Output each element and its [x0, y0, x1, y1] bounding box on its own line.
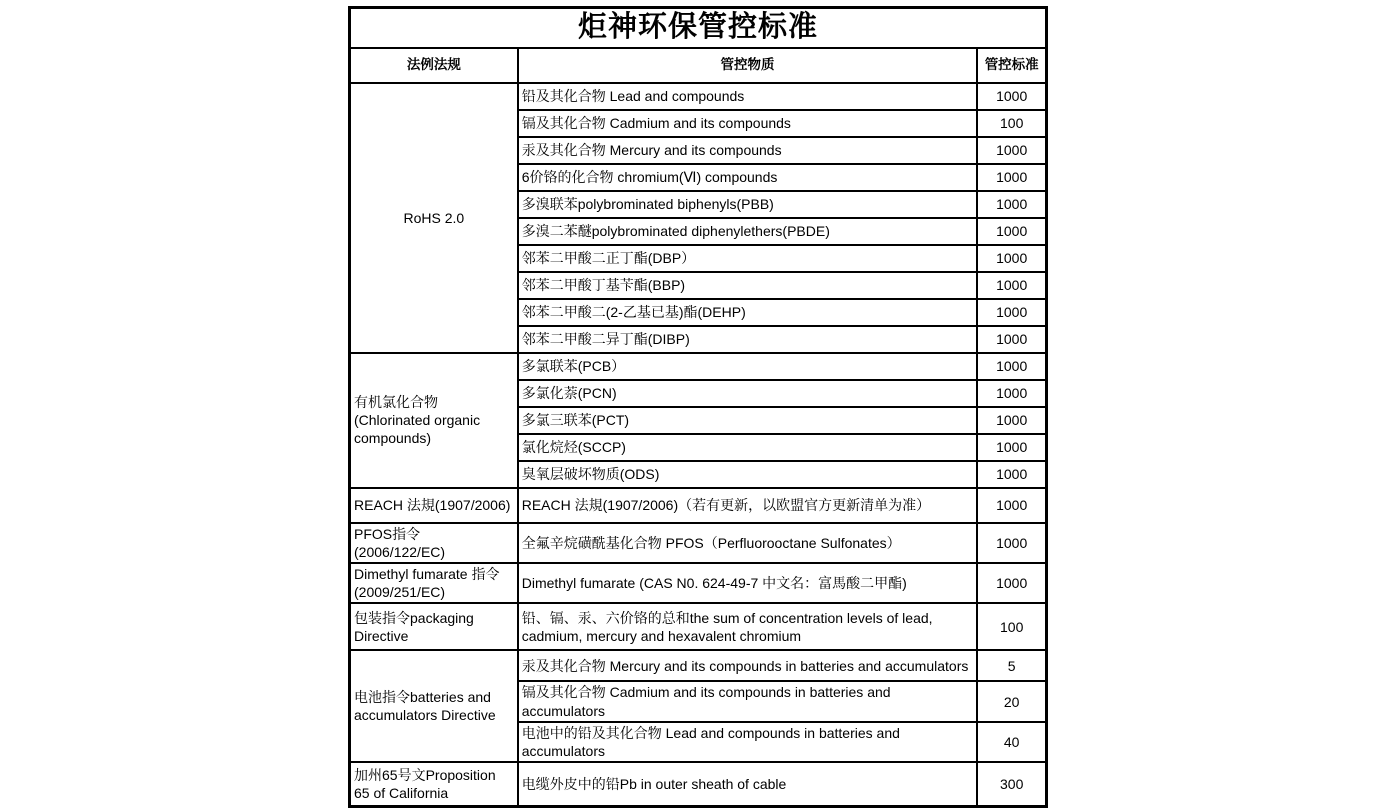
- substance-cell: 汞及其化合物 Mercury and its compounds in batteries and accumulators: [518, 650, 978, 681]
- limit-cell: 100: [977, 603, 1046, 650]
- limit-cell: 1000: [977, 380, 1046, 407]
- limit-cell: 1000: [977, 488, 1046, 523]
- substance-cell: 6价铬的化合物 chromium(Ⅵ) compounds: [518, 164, 978, 191]
- limit-cell: 1000: [977, 272, 1046, 299]
- limit-cell: 1000: [977, 326, 1046, 353]
- table-row: [350, 353, 1047, 380]
- environmental-control-standards-table: [348, 6, 1048, 808]
- limit-cell: 1000: [977, 461, 1046, 488]
- limit-cell: 1000: [977, 245, 1046, 272]
- limit-cell: 1000: [977, 191, 1046, 218]
- regulation-cell-dimethyl-fumarate: Dimethyl fumarate 指令(2009/251/EC): [350, 563, 518, 603]
- limit-cell: 1000: [977, 218, 1046, 245]
- header-row: [350, 48, 1047, 83]
- substance-cell: 铅、镉、汞、六价铬的总和the sum of concentration levels of lead, cadmium, mercury and hexavalent chromium: [518, 603, 978, 650]
- limit-cell: 40: [977, 722, 1046, 762]
- substance-cell: 多氯联苯(PCB）: [518, 353, 978, 380]
- regulation-cell-proposition65: 加州65号文Proposition 65 of California: [350, 762, 518, 806]
- table-row: [350, 762, 1047, 806]
- substance-cell: 镉及其化合物 Cadmium and its compounds in batteries and accumulators: [518, 681, 978, 721]
- substance-cell: 多氯化萘(PCN): [518, 380, 978, 407]
- column-header-regulation: 法例法规: [350, 48, 518, 83]
- substance-cell: 多氯三联苯(PCT): [518, 407, 978, 434]
- limit-cell: 1000: [977, 523, 1046, 563]
- substance-cell: 邻苯二甲酸丁基苄酯(BBP): [518, 272, 978, 299]
- regulation-cell-chlorinated: 有机氯化合物(Chlorinated organic compounds): [350, 353, 518, 488]
- regulation-cell-rohs: RoHS 2.0: [350, 83, 518, 353]
- substance-cell: 多溴二苯醚polybrominated diphenylethers(PBDE): [518, 218, 978, 245]
- regulation-cell-reach: REACH 法規(1907/2006): [350, 488, 518, 523]
- limit-cell: 1000: [977, 563, 1046, 603]
- regulation-cell-packaging: 包装指令packaging Directive: [350, 603, 518, 650]
- substance-cell: 汞及其化合物 Mercury and its compounds: [518, 137, 978, 164]
- substance-cell: Dimethyl fumarate (CAS N0. 624-49-7 中文名：富馬酸二甲酯): [518, 563, 978, 603]
- substance-cell: 氯化烷烃(SCCP): [518, 434, 978, 461]
- limit-cell: 100: [977, 110, 1046, 137]
- limit-cell: 300: [977, 762, 1046, 806]
- regulation-cell-pfos: PFOS指令 (2006/122/EC): [350, 523, 518, 563]
- table-row: [350, 563, 1047, 603]
- substance-cell: 邻苯二甲酸二异丁酯(DIBP): [518, 326, 978, 353]
- table-row: [350, 603, 1047, 650]
- substance-cell: 电缆外皮中的铅Pb in outer sheath of cable: [518, 762, 978, 806]
- limit-cell: 1000: [977, 164, 1046, 191]
- column-header-substance: 管控物质: [518, 48, 978, 83]
- table-row: [350, 488, 1047, 523]
- substance-cell: 邻苯二甲酸二正丁酯(DBP）: [518, 245, 978, 272]
- title-row: [350, 8, 1047, 48]
- regulation-cell-batteries: 电池指令batteries and accumulators Directive: [350, 650, 518, 762]
- table-row: [350, 523, 1047, 563]
- substance-cell: 全氟辛烷磺酰基化合物 PFOS（Perfluorooctane Sulfonates）: [518, 523, 978, 563]
- table-row: [350, 83, 1047, 110]
- substance-cell: 臭氧层破坏物质(ODS): [518, 461, 978, 488]
- table-row: [350, 650, 1047, 681]
- limit-cell: 1000: [977, 137, 1046, 164]
- limit-cell: 1000: [977, 83, 1046, 110]
- limit-cell: 5: [977, 650, 1046, 681]
- limit-cell: 1000: [977, 407, 1046, 434]
- column-header-limit: 管控标准: [977, 48, 1046, 83]
- limit-cell: 1000: [977, 353, 1046, 380]
- limit-cell: 20: [977, 681, 1046, 721]
- substance-cell: 多溴联苯polybrominated biphenyls(PBB): [518, 191, 978, 218]
- limit-cell: 1000: [977, 434, 1046, 461]
- substance-cell: REACH 法規(1907/2006)（若有更新，以欧盟官方更新清单为准）: [518, 488, 978, 523]
- page-title: 炬神环保管控标准: [350, 8, 1047, 48]
- substance-cell: 电池中的铅及其化合物 Lead and compounds in batteries and accumulators: [518, 722, 978, 762]
- substance-cell: 镉及其化合物 Cadmium and its compounds: [518, 110, 978, 137]
- limit-cell: 1000: [977, 299, 1046, 326]
- substance-cell: 铅及其化合物 Lead and compounds: [518, 83, 978, 110]
- substance-cell: 邻苯二甲酸二(2-乙基已基)酯(DEHP): [518, 299, 978, 326]
